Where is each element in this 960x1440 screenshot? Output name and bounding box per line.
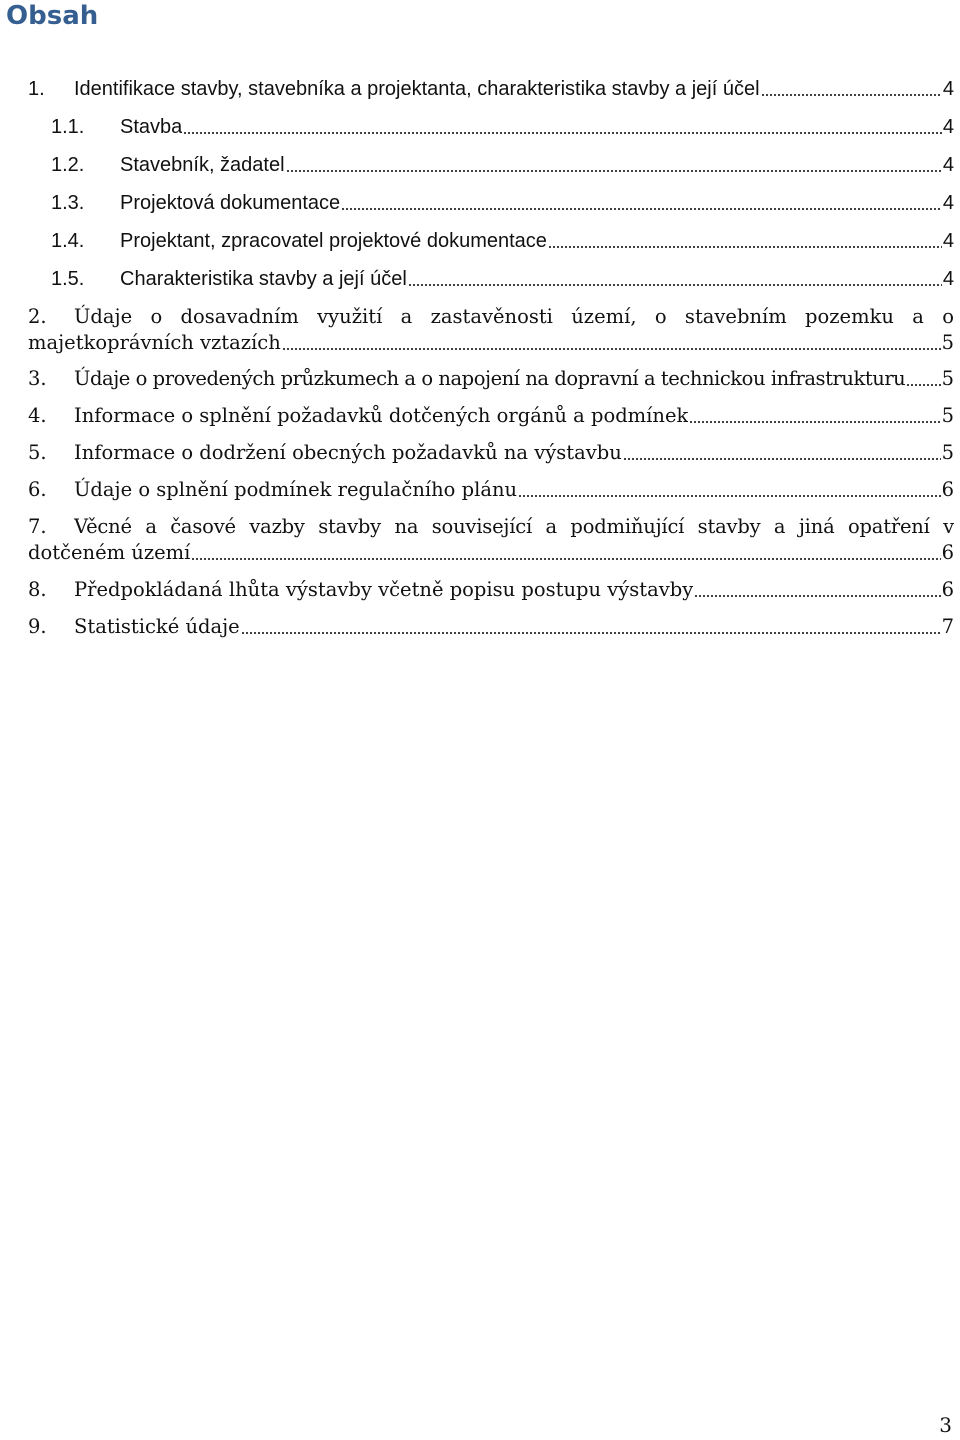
toc-entry-label: Informace o splnění požadavků dotčených orgánů a podmínek [74, 404, 689, 427]
toc-entry-number: 8. [28, 578, 47, 601]
leader-dots [518, 495, 941, 497]
toc-entry-9[interactable] [28, 614, 954, 640]
table-of-contents [28, 76, 954, 640]
leader-dots [241, 632, 941, 634]
leader-dots [548, 246, 942, 248]
leader-dots [286, 170, 942, 172]
toc-entry-2[interactable] [28, 304, 954, 356]
toc-entry-number: 3. [28, 367, 47, 390]
toc-entry-page: 6 [941, 478, 954, 501]
toc-entry-page: 5 [941, 441, 954, 464]
toc-entry-3[interactable] [28, 366, 954, 392]
toc-entry-label: Předpokládaná lhůta výstavby včetně popisu postupu výstavby [74, 578, 694, 601]
leader-dots [282, 348, 941, 350]
toc-entry-label-line2: dotčeném území [28, 541, 191, 564]
toc-entry-number: 1.2. [51, 154, 85, 176]
page-title: Obsah [6, 1, 99, 31]
toc-entry-page: 5 [941, 367, 954, 390]
toc-entry-page: 4 [942, 78, 954, 100]
toc-entry-label: Statistické údaje [74, 615, 240, 638]
toc-entry-label: Projektant, zpracovatel projektové dokumentace [120, 230, 547, 252]
toc-entry-number: 7. [28, 515, 47, 538]
leader-dots [191, 558, 940, 560]
toc-entry-label-line1: Údaje o dosavadním využití a zastavěnosti území, o stavebním pozemku a o [74, 305, 954, 328]
toc-entry-6[interactable] [28, 477, 954, 503]
toc-entry-label: Identifikace stavby, stavebníka a projektanta, charakteristika stavby a její účel [74, 78, 760, 100]
toc-entry-page: 4 [942, 230, 954, 252]
toc-entry-number: 1.1. [51, 116, 85, 138]
toc-entry-8[interactable] [28, 577, 954, 603]
toc-entry-4[interactable] [28, 403, 954, 429]
toc-entry-label: Údaje o splnění podmínek regulačního plánu [74, 478, 518, 501]
toc-entry-5[interactable] [28, 440, 954, 466]
toc-entry-number: 1.3. [51, 192, 85, 214]
toc-entry-label: Stavebník, žadatel [120, 154, 285, 176]
toc-entry-1-2[interactable] [28, 152, 954, 178]
leader-dots [761, 94, 942, 96]
toc-entry-page: 4 [942, 116, 954, 138]
toc-entry-number: 2. [28, 305, 47, 328]
toc-entry-number: 6. [28, 478, 47, 501]
toc-entry-label-line2: majetkoprávních vztazích [28, 331, 281, 354]
toc-entry-1[interactable] [28, 76, 954, 102]
toc-entry-page: 4 [942, 192, 954, 214]
toc-entry-label: Stavba [120, 116, 183, 138]
toc-entry-page: 5 [941, 331, 954, 354]
toc-entry-page: 4 [942, 154, 954, 176]
toc-entry-number: 1.4. [51, 230, 85, 252]
leader-dots [341, 208, 942, 210]
toc-entry-label: Projektová dokumentace [120, 192, 341, 214]
toc-entry-1-1[interactable] [28, 114, 954, 140]
toc-entry-7[interactable] [28, 514, 954, 566]
toc-entry-page: 6 [941, 541, 954, 564]
toc-entry-page: 4 [942, 268, 954, 290]
toc-entry-page: 5 [941, 404, 954, 427]
toc-entry-label: Informace o dodržení obecných požadavků na výstavbu [74, 441, 622, 464]
toc-entry-1-5[interactable] [28, 266, 954, 292]
leader-dots [689, 421, 940, 423]
toc-entry-number: 1.5. [51, 268, 85, 290]
toc-entry-number: 9. [28, 615, 47, 638]
leader-dots [183, 132, 942, 134]
leader-dots [623, 458, 941, 460]
leader-dots [694, 595, 940, 597]
toc-entry-label: Údaje o provedených průzkumech a o napojení na dopravní a technickou infrastrukturu [74, 367, 906, 390]
toc-entry-page: 6 [941, 578, 954, 601]
toc-entry-page: 7 [941, 615, 954, 638]
toc-entry-number: 4. [28, 404, 47, 427]
toc-entry-label: Charakteristika stavby a její účel [120, 268, 407, 290]
toc-entry-label-line1: Věcné a časové vazby stavby na související a podmiňující stavby a jiná opatření v [74, 515, 954, 538]
toc-entry-1-4[interactable] [28, 228, 954, 254]
toc-entry-number: 1. [28, 78, 45, 100]
toc-entry-1-3[interactable] [28, 190, 954, 216]
toc-entry-number: 5. [28, 441, 47, 464]
leader-dots [408, 284, 942, 286]
page-number: 3 [939, 1413, 952, 1437]
leader-dots [906, 384, 940, 386]
